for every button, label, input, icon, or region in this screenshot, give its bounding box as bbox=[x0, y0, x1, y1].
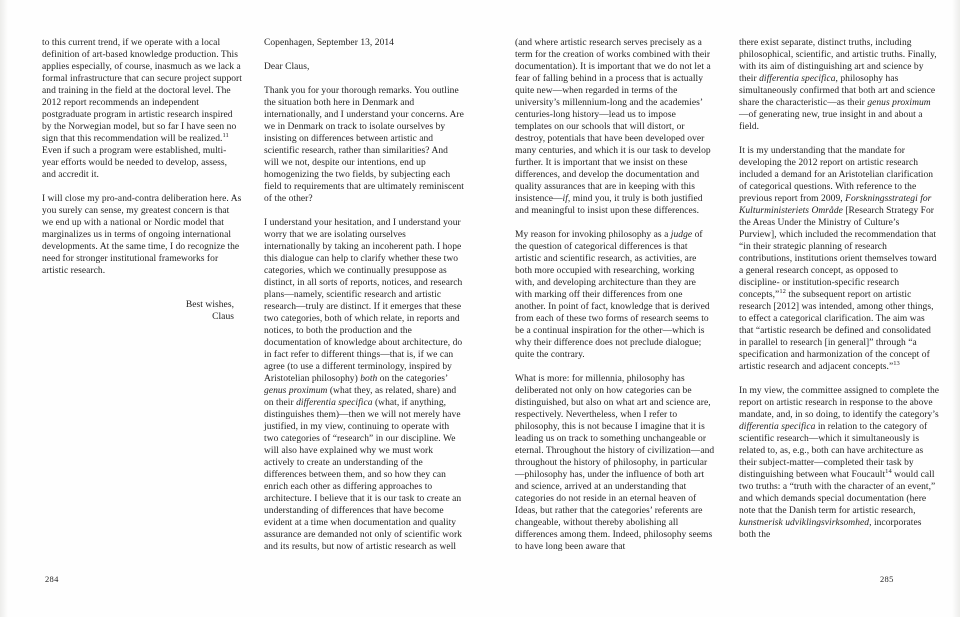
text-run: [Research Strategy For the Areas Under the Ministry of Culture’s Purview], which included the recommendation that “in their strategic planning of research contributions, institutions orient themselves toward a general research concept, as opposed to discipline- or institution-specific research concepts,” bbox=[739, 206, 937, 300]
text-run: Claus bbox=[212, 312, 234, 322]
text-run: differentia specifica bbox=[759, 74, 836, 84]
text-run: would call two truths: a “truth with the character of an event,” and which demands special documentation (here note that the Danish term for artistic research, bbox=[739, 470, 936, 516]
text-run: My reason for invoking philosophy as a bbox=[515, 230, 671, 240]
text-column-2 bbox=[264, 37, 464, 553]
paragraph bbox=[42, 311, 242, 323]
text-run: Copenhagen, September 13, 2014 bbox=[264, 38, 394, 48]
text-run: genus proximum bbox=[264, 386, 328, 396]
text-run: I will close my pro-and-contra deliberation here. As you surely can sense, my greatest concern is that we end up with a national or Nordic model that marginalizes us in terms of ongoing international developments. At the same time, I do recognize the need for stronger institutional frameworks for artistic research. bbox=[42, 194, 242, 276]
page-number-right: 285 bbox=[880, 574, 894, 584]
paragraph bbox=[264, 85, 464, 205]
text-run: , incorporates both the bbox=[739, 518, 922, 540]
text-run: differentia specifica bbox=[296, 398, 373, 408]
text-run: the subsequent report on artistic research [2012] was intended, among other things, to effect a categorical clarification. The aim was that “artistic research be defined and consolidated in parallel to research [in general]” through “a specification and harmonization of the concept of artistic research and adjacent concepts.” bbox=[739, 290, 934, 372]
paragraph bbox=[739, 385, 939, 541]
text-run: (what they, as related, share) and on their bbox=[264, 386, 457, 408]
text-run: Dear Claus, bbox=[264, 62, 310, 72]
paragraph bbox=[739, 37, 939, 133]
page-number-left: 284 bbox=[45, 574, 59, 584]
text-run: kunstnerisk udviklingsvirksomhed bbox=[739, 518, 870, 528]
text-run: in relation to the category of scientific research—which it simultaneously is related to, as, e.g., both can have architecture as their subject-matter—completed their task by distinguishing between what Foucault bbox=[739, 422, 928, 480]
footnote-reference: 13 bbox=[893, 359, 900, 367]
text-run: (what, if anything, distinguishes them)—then we will not merely have justified, in my view, continuing to operate with two categories of “research” in our discipline. We will also have explained why we must work actively to create an understanding of the differences between them, and so how they can enrich each other as differing approaches to architecture. I believe that it is our task to create an understanding of differences that have become evident at a time when documentation and quality assurance are demanded not only of scientific work and its results, but now of artistic research as well bbox=[264, 398, 462, 552]
paragraph bbox=[515, 373, 715, 553]
paragraph bbox=[42, 299, 242, 311]
footnote-reference: 14 bbox=[885, 467, 892, 475]
paragraph bbox=[42, 193, 242, 277]
text-run: Forskningsstrategi for Kulturministeriets Område bbox=[739, 194, 932, 216]
paragraph bbox=[264, 61, 464, 73]
text-run: of the question of categorical differences is that artistic and scientific research, as activities, are both more occupied with researching, working with, and developing architecture than they are with marking off their differences from one another. In point of fact, knowledge that is derived from each of these two forms of research seems to be a continual inspiration for the other—which is why their difference does not preclude dialogue; quite the contrary. bbox=[515, 230, 710, 360]
text-run: , philosophy has simultaneously confirmed that both art and science share the characteristic—as their bbox=[739, 74, 936, 108]
text-column-1 bbox=[42, 37, 242, 323]
text-run: Even if such a program were established, multi-year efforts would be needed to develop, assess, and accredit it. bbox=[42, 146, 228, 180]
text-run: In my view, the committee assigned to complete the report on artistic research in response to the above mandate, and, in so doing, to identify the category’s bbox=[739, 386, 940, 420]
page-right bbox=[480, 0, 960, 617]
text-run: Best wishes, bbox=[185, 300, 234, 310]
text-run: , mind you, it truly is both justified and meaningful to insist upon these differences. bbox=[515, 194, 703, 216]
text-run: to this current trend, if we operate with a local definition of art-based knowledge production. This applies especially, of course, inasmuch as we lack a formal infrastructure that can secure project support and training in the field at the doctoral level. The 2012 report recommends an independent postgraduate program in artistic research inspired by the Norwegian model, but so far I have seen no sign that this recommendation will be realized. bbox=[42, 38, 242, 144]
footnote-reference: 12 bbox=[779, 287, 786, 295]
text-run: judge bbox=[670, 230, 693, 240]
text-run: on the categories’ bbox=[377, 374, 448, 384]
text-run: It is my understanding that the mandate for developing the 2012 report on artistic research included a demand for an Aristotelian clarification of categorical questions. With reference to the previous report from 2009, bbox=[739, 146, 934, 204]
text-run: differentia specifica bbox=[739, 422, 816, 432]
text-run: —of generating new, true insight in and about a field. bbox=[739, 110, 923, 132]
paragraph bbox=[515, 37, 715, 217]
text-column-3 bbox=[515, 37, 715, 553]
text-run: there exist separate, distinct truths, including philosophical, scientific, and artistic truths. Finally, with its aim of distinguishing art and science by their bbox=[739, 38, 937, 84]
text-run: Thank you for your thorough remarks. You outline the situation both here in Denmark and internationally, and I understand your concerns. Are we in Denmark on track to isolate ourselves by insisting on differences between artistic and scientific research, rather than similarities? And will we not, despite our intentions, end up homogenizing the two fields, by subjecting each field to requirements that are ultimately reminiscent of the other? bbox=[264, 86, 464, 204]
paragraph bbox=[264, 217, 464, 553]
text-run: genus proximum bbox=[867, 98, 931, 108]
paragraph bbox=[42, 37, 242, 181]
text-run: if bbox=[562, 194, 568, 204]
footnote-reference: 11 bbox=[222, 131, 229, 139]
paragraph bbox=[264, 37, 464, 49]
text-run: I understand your hesitation, and I understand your worry that we are isolating ourselves internationally by taking an incoherent path. I hope this dialogue can help to clarify whether these two categories, which we continually presuppose as distinct, in all sorts of reports, notices, and research plans—namely, scientific research and artistic research—truly are distinct. If it emerges that these two categories, both of which relate, in reports and notices, to both the production and the documentation of knowledge about architecture, do in fact refer to different things—that is, if we can agree (to use a different terminology, inspired by Aristotelian philosophy) bbox=[264, 218, 463, 384]
paragraph bbox=[739, 145, 939, 373]
text-run: What is more: for millennia, philosophy has deliberated not only on how categories can be distinguished, but also on what art and science are, respectively. Nevertheless, when I refer to philosophy, this is not because I imagine that it is leading us on track to something unchangeable or eternal. Throughout the history of civilization—and throughout the history of philosophy, in particular—philosophy has, under the influence of both art and science, arrived at an understanding that categories do not reside in an eternal heaven of Ideas, but rather that the categories’ referents are changeable, without thereby abolishing all differences among them. Indeed, philosophy seems to have long been aware that bbox=[515, 374, 715, 552]
text-run: both bbox=[360, 374, 378, 384]
text-column-4 bbox=[739, 37, 939, 541]
paragraph bbox=[515, 229, 715, 361]
text-run: (and where artistic research serves precisely as a term for the creation of works combined with their documentation). It is important that we do not let a fear of falling behind in a process that is actually quite new—when regarded in terms of the university’s millennium-long and the academies’ centuries-long history—lead us to impose templates on our schools that will distort, or destroy, potentials that have been developed over many centuries, and which it is our task to develop further. It is important that we insist on these differences, and develop the documentation and quality assurances that are in keeping with this insistence— bbox=[515, 38, 711, 204]
